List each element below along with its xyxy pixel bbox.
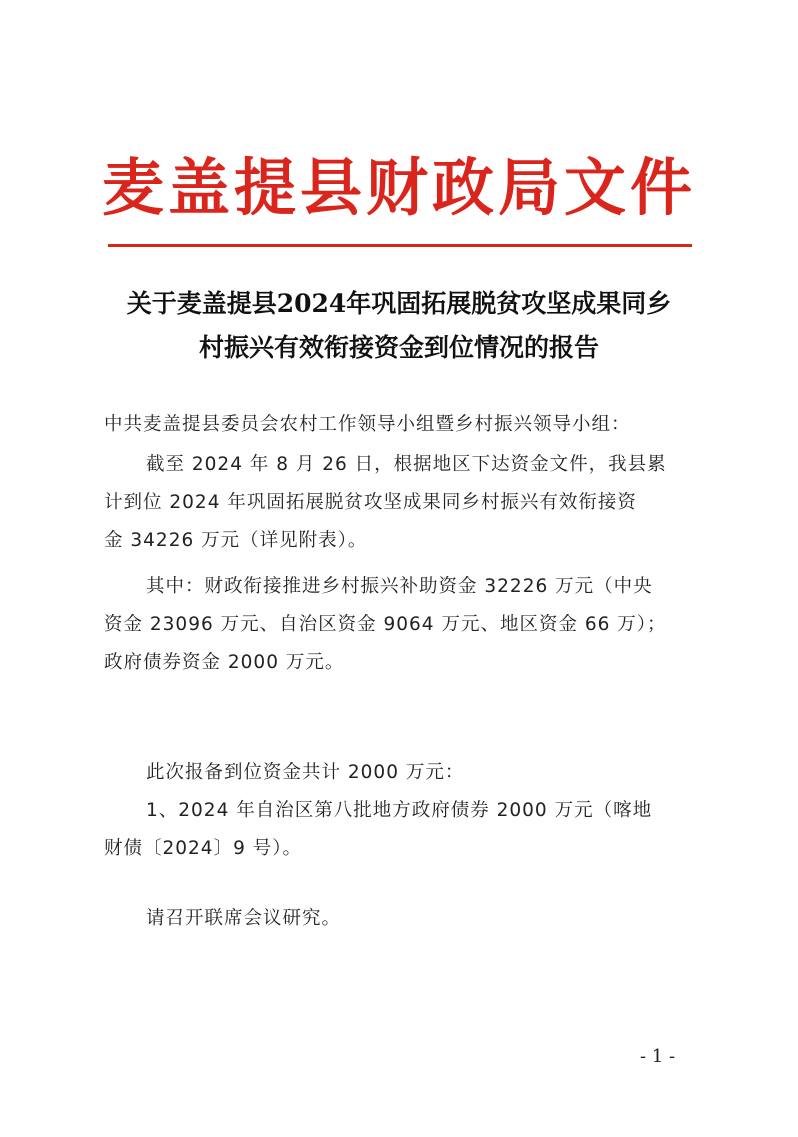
paragraph-line: 计到位 2024 年巩固拓展脱贫攻坚成果同乡村振兴有效衔接资 xyxy=(104,492,637,513)
paragraph-line: 其中：财政衔接推进乡村振兴补助资金 32226 万元（中央 xyxy=(146,576,653,597)
paragraph-funds-total xyxy=(104,446,696,560)
paragraph-reported-funds xyxy=(104,754,696,868)
paragraph-line: 金 34226 万元（详见附表）。 xyxy=(104,530,368,551)
closing-text: 请召开联席会议研究。 xyxy=(146,908,342,929)
paragraph-line: 1、2024 年自治区第八批地方政府债券 2000 万元（喀地 xyxy=(146,800,653,821)
document-title-line-2: 村振兴有效衔接资金到位情况的报告 xyxy=(198,333,599,362)
paragraph-line: 财债〔2024〕9 号）。 xyxy=(104,838,302,859)
issuer-title: 麦盖提县财政局文件 xyxy=(101,151,696,224)
paragraph-line: 政府债券资金 2000 万元。 xyxy=(104,652,345,673)
document-title xyxy=(80,282,718,370)
paragraph-line: 截至 2024 年 8 月 26 日，根据地区下达资金文件，我县累 xyxy=(146,454,667,475)
red-divider-line xyxy=(108,244,692,247)
document-title-line-1: 关于麦盖提县2024年巩固拓展脱贫攻坚成果同乡 xyxy=(126,289,672,318)
closing-request xyxy=(104,900,696,938)
paragraph-line: 资金 23096 万元、自治区资金 9064 万元、地区资金 66 万）； xyxy=(104,614,667,635)
paragraph-line: 此次报备到位资金共计 2000 万元： xyxy=(146,762,465,783)
paragraph-funds-breakdown xyxy=(104,568,696,682)
page-number: - 1 - xyxy=(640,1046,676,1067)
salutation-text: 中共麦盖提县委员会农村工作领导小组暨乡村振兴领导小组： xyxy=(104,414,631,435)
salutation xyxy=(104,406,696,444)
